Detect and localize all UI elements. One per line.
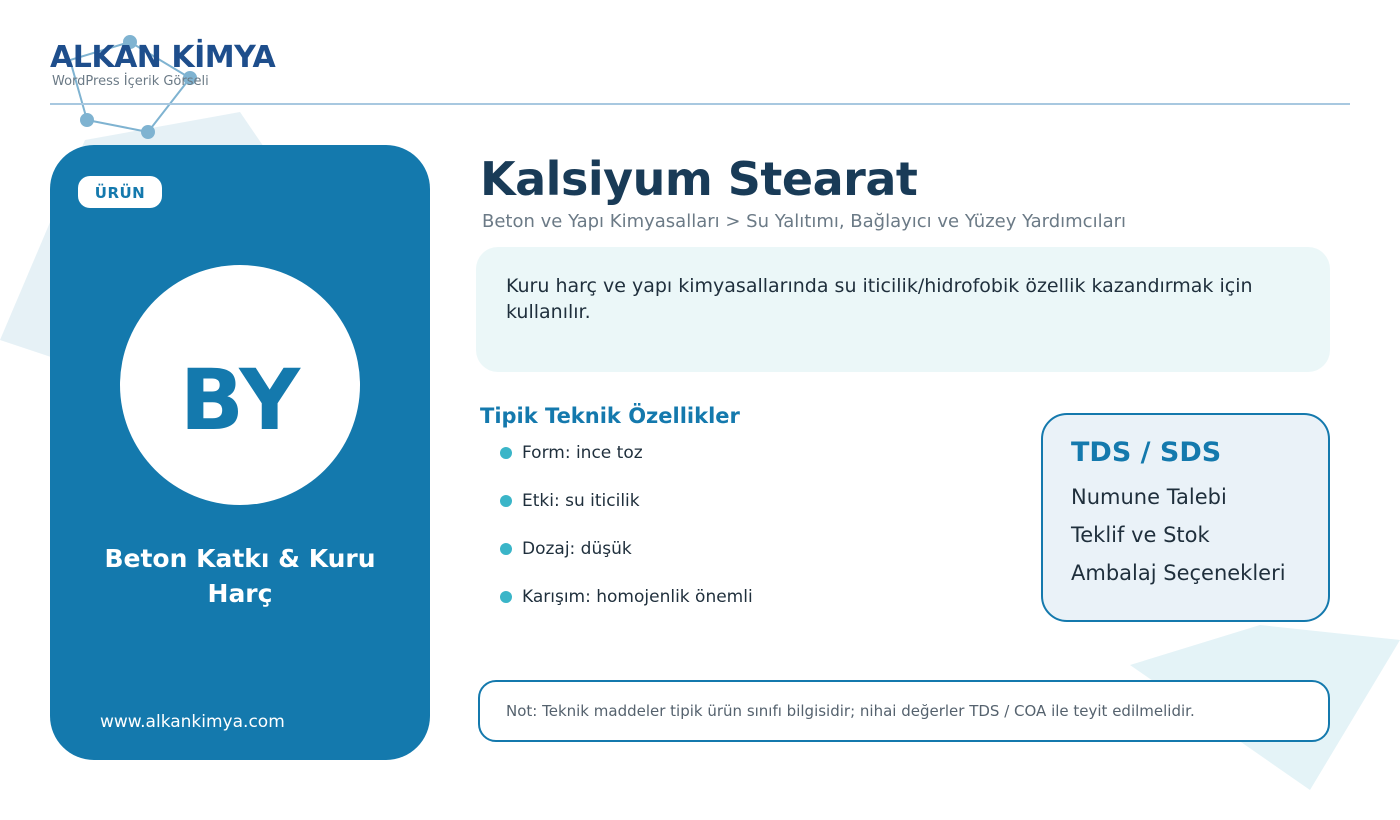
spec-item <box>500 489 753 537</box>
spec-text: Etki: su iticilik <box>522 491 640 511</box>
product-badge: ÜRÜN <box>78 176 162 208</box>
header-divider <box>50 103 1350 105</box>
note-box <box>478 680 1330 742</box>
initials-circle <box>120 265 360 505</box>
actions-box <box>1041 413 1330 622</box>
breadcrumb: Beton ve Yapı Kimyasalları > Su Yalıtımı, Bağlayıcı ve Yüzey Yardımcıları <box>482 211 1127 232</box>
tds-sds-link[interactable]: TDS / SDS <box>1071 437 1222 468</box>
description-text: Kuru harç ve yapı kimyasallarında su iticilik/hidrofobik özellik kazandırmak için kullanılır. <box>506 275 1253 323</box>
description-box <box>476 247 1330 372</box>
specs-list <box>500 441 753 633</box>
bullet-dot-icon <box>500 543 512 555</box>
quote-stock-link[interactable]: Teklif ve Stok <box>1071 523 1210 547</box>
brand-header <box>50 40 275 89</box>
spec-item <box>500 537 753 585</box>
bullet-dot-icon <box>500 447 512 459</box>
bullet-dot-icon <box>500 495 512 507</box>
brand-subtitle: WordPress İçerik Görseli <box>52 74 209 89</box>
packaging-options-link[interactable]: Ambalaj Seçenekleri <box>1071 561 1286 585</box>
card-category: Beton Katkı & Kuru Harç <box>104 544 376 608</box>
sample-request-link[interactable]: Numune Talebi <box>1071 485 1227 509</box>
spec-text: Form: ince toz <box>522 443 643 463</box>
note-text: Not: Teknik maddeler tipik ürün sınıfı bilgisidir; nihai değerler TDS / COA ile teyit edilmelidir. <box>506 702 1195 720</box>
spec-text: Karışım: homojenlik önemli <box>522 587 753 607</box>
spec-item <box>500 441 753 489</box>
bullet-dot-icon <box>500 591 512 603</box>
website-link[interactable]: www.alkankimya.com <box>100 712 285 732</box>
initials-text: BY <box>179 351 301 449</box>
brand-logo: ALKAN KİMYA <box>50 40 276 75</box>
product-title: Kalsiyum Stearat <box>480 152 918 206</box>
spec-text: Dozaj: düşük <box>522 539 632 559</box>
product-card <box>50 145 430 760</box>
spec-item <box>500 585 753 633</box>
specs-heading: Tipik Teknik Özellikler <box>480 404 740 428</box>
